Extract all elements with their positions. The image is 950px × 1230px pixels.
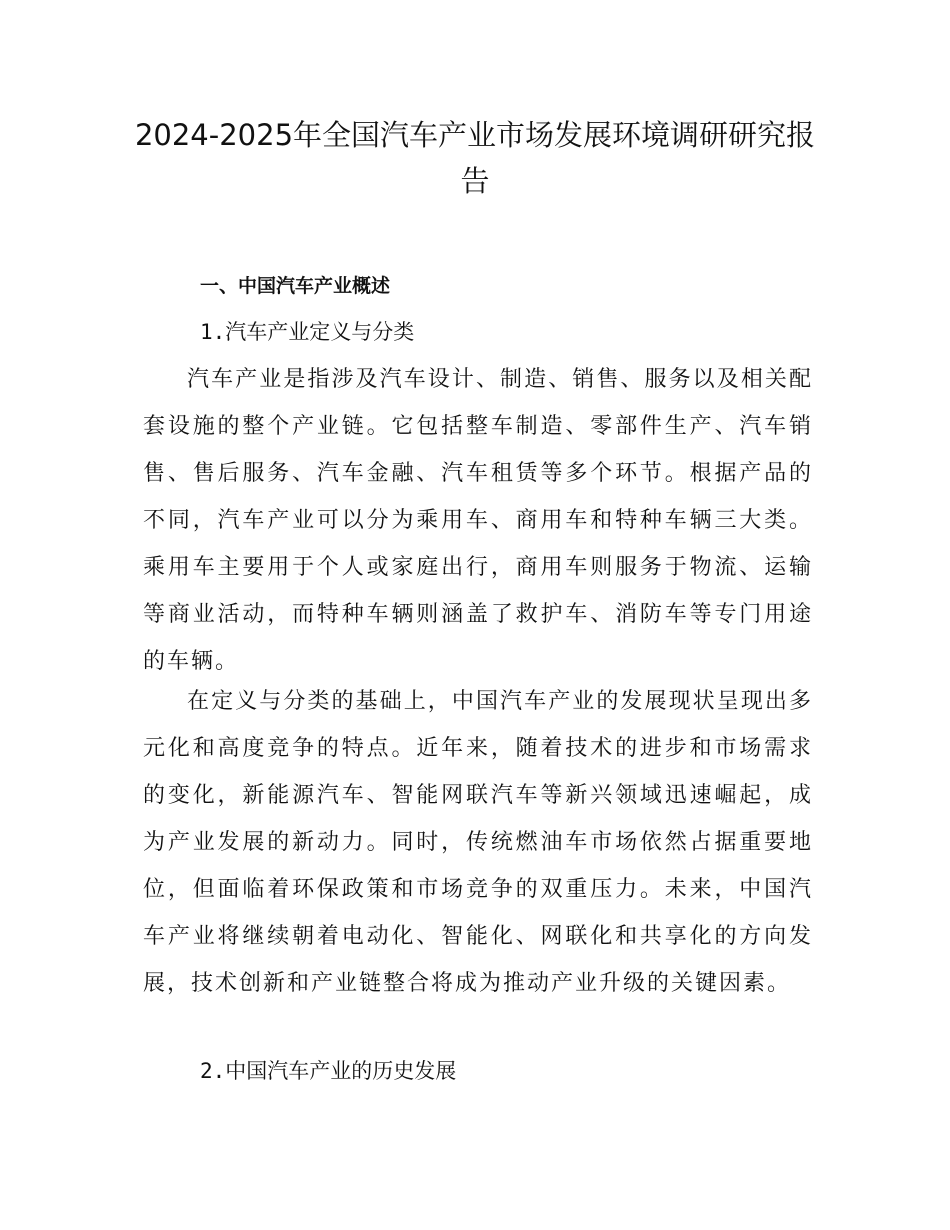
subsection-heading-history: 2.中国汽车产业的历史发展	[200, 1059, 457, 1083]
document-title: 2024-2025年全国汽车产业市场发展环境调研研究报告	[134, 118, 816, 198]
paragraph-development-status: 在定义与分类的基础上，中国汽车产业的发展现状呈现出多元化和高度竞争的特点。近年来，随着技术的进步和市场需求的变化，新能源汽车、智能网联汽车等新兴领域迅速崛起，成为产业发展的新动力。同时，传统燃油车市场依然占据重要地位，但面临着环保政策和市场竞争的双重压力。未来，中国汽车产业将继续朝着电动化、智能化、网联化和共享化的方向发展，技术创新和产业链整合将成为推动产业升级的关键因素。	[143, 689, 813, 996]
section-heading-overview: 一、中国汽车产业概述	[200, 275, 391, 297]
paragraph-definition: 汽车产业是指涉及汽车设计、制造、销售、服务以及相关配套设施的整个产业链。它包括整车制造、零部件生产、汽车销售、售后服务、汽车金融、汽车租赁等多个环节。根据产品的不同，汽车产业可以分为乘用车、商用车和特种车辆三大类。乘用车主要用于个人或家庭出行，商用车则服务于物流、运输等商业活动，而特种车辆则涵盖了救护车、消防车等专门用途的车辆。	[143, 367, 813, 674]
subsection-heading-definition: 1.汽车产业定义与分类	[200, 320, 415, 344]
